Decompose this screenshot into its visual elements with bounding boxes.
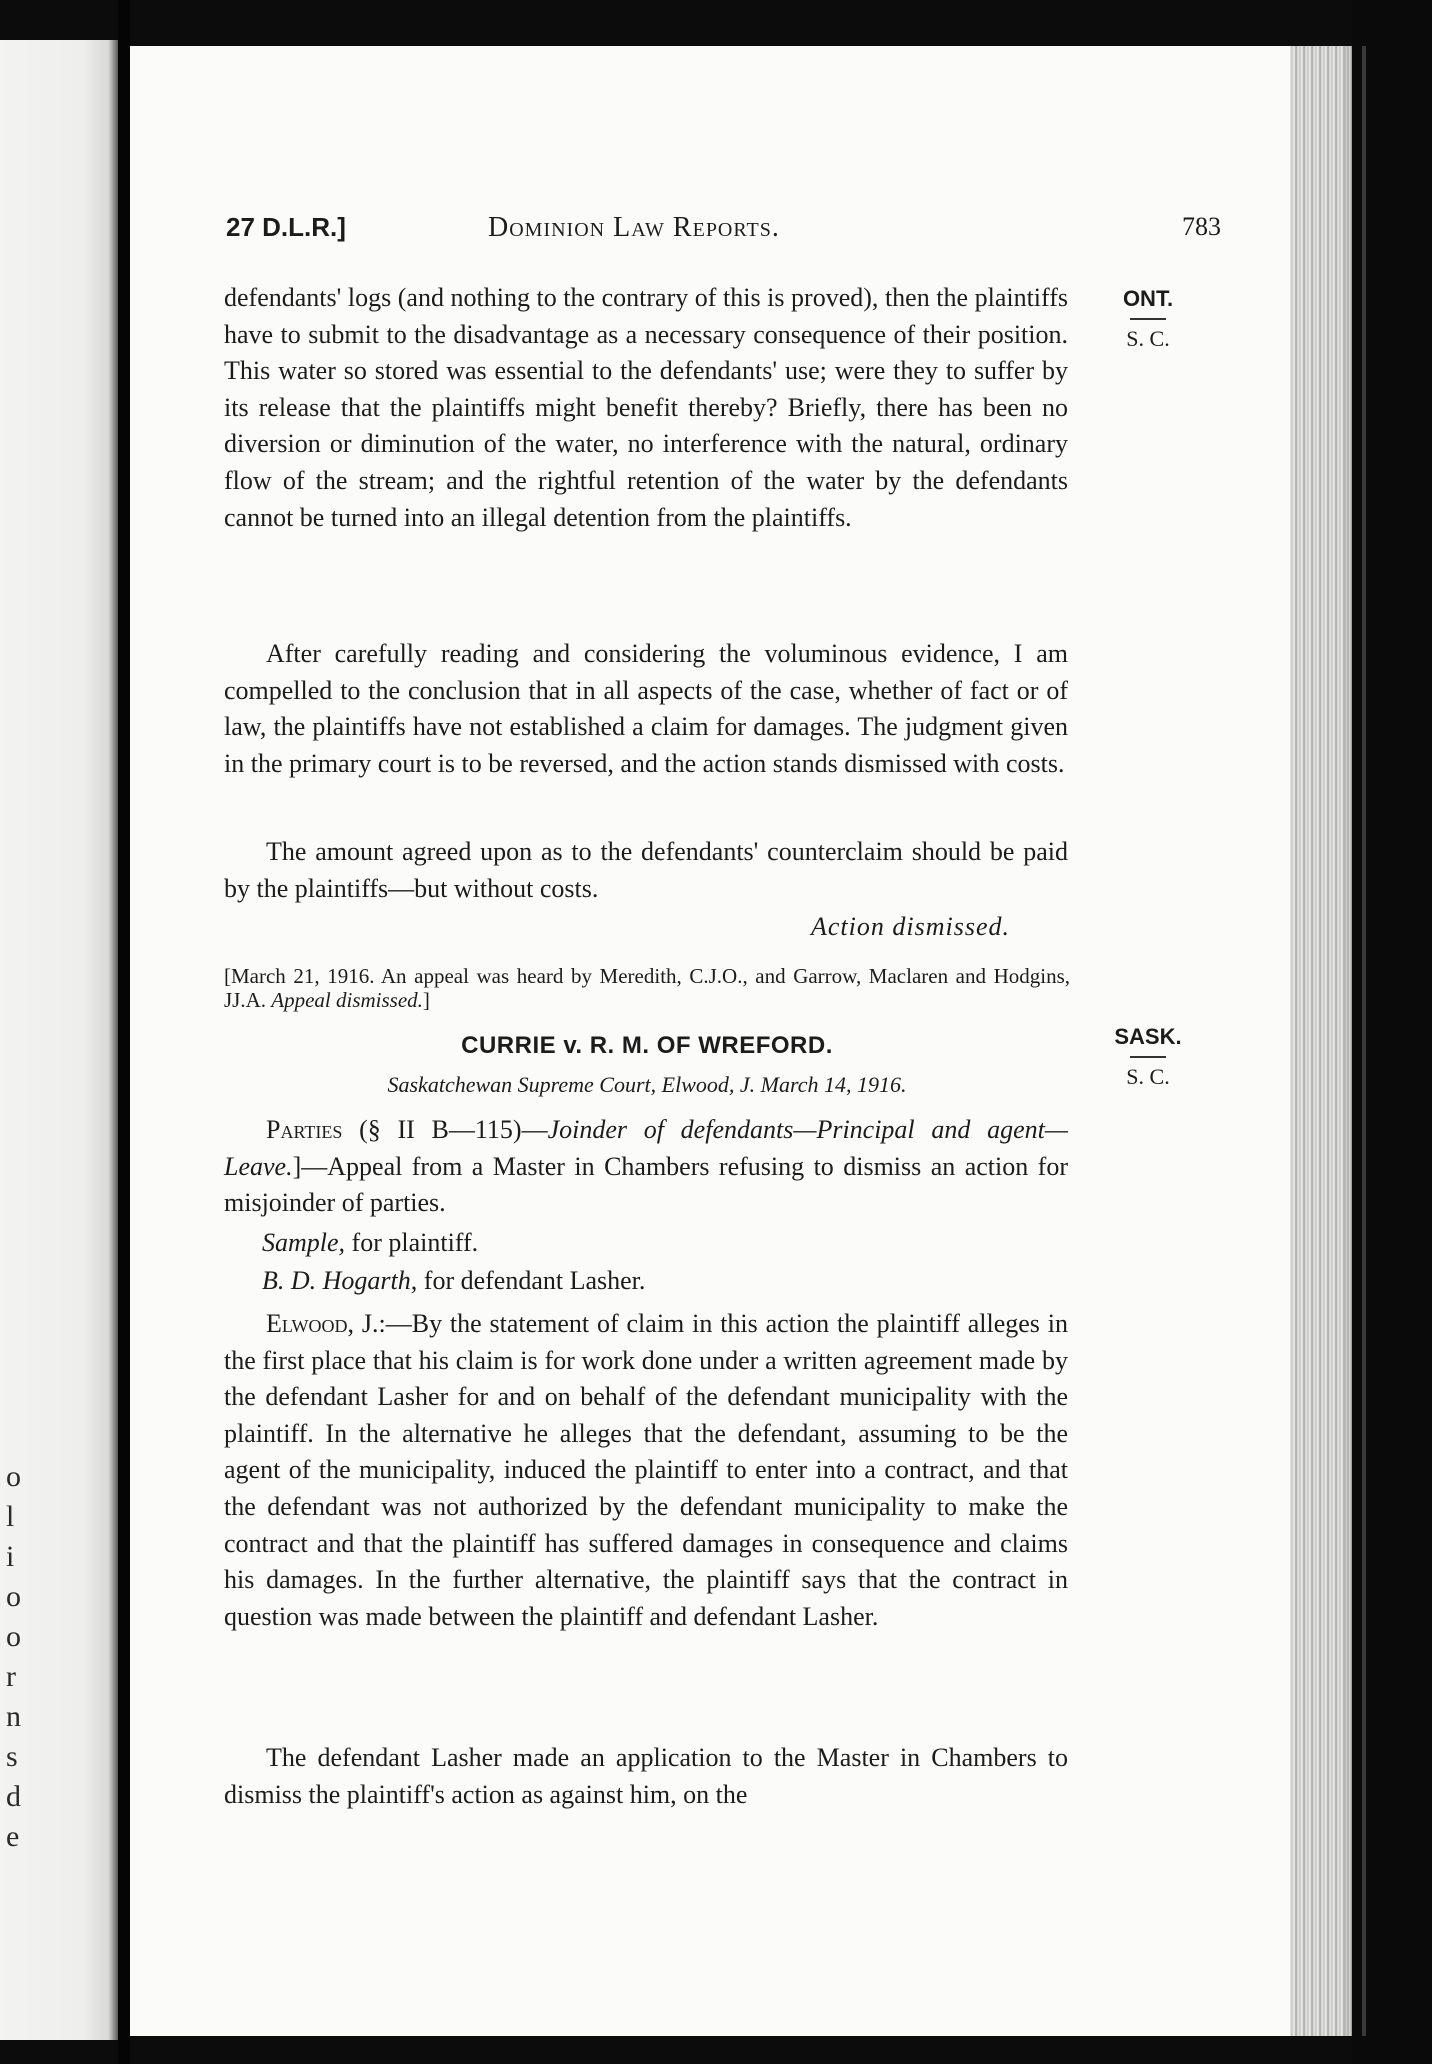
margin-rule: [1130, 318, 1166, 320]
margin-court: S. C.: [1126, 326, 1170, 351]
margin-province: ONT.: [1122, 286, 1174, 311]
counsel-name: Sample,: [262, 1228, 346, 1257]
page-rim: [1362, 46, 1366, 2036]
book-gutter: [118, 0, 130, 2064]
judgment-body: :—By the statement of claim in this action the plaintiff alleges in the first place that his claim is for work done under a written agreement made by the defendant Lasher for and on behalf of the defendant municipality with the plaintiff. In the alternative he alleges that the defendant, assuming to be the agent of the municipality, induced the plaintiff to enter into a contract, and that the defendant was not authorized by the defendant municipality to make the contract and that the plaintiff has suffered damages in consequence and claims his damages. In the further alternative, the plaintiff says that the contract in question was made between the plaintiff and defendant Lasher.: [224, 1309, 1068, 1631]
court-and-date: Saskatchewan Supreme Court, Elwood, J. March 14, 1916.: [387, 1072, 907, 1097]
appeal-note: [224, 964, 1070, 1012]
facing-page-fragment: d: [6, 1780, 21, 1813]
facing-page-fragment: i: [6, 1540, 15, 1573]
facing-page-fragment: o: [6, 1580, 21, 1613]
page-number: 783: [1182, 212, 1221, 241]
headnote-rest: ]—Appeal from a Master in Chambers refusing to dismiss an action for misjoinder of parties.: [224, 1151, 1068, 1218]
appeal-note-text: [March 21, 1916. An appeal was heard by Meredith, C.J.O., and Garrow, Maclaren and Hodgins, JJ.A.: [224, 964, 1070, 1012]
paragraph-text: defendants' logs (and nothing to the contrary of this is proved), then the plaintiffs have to submit to the disadvantage as a necessary consequence of their position. This water so stored was essential to the defendants' use; were they to suffer by its release that the plaintiffs might benefit thereby? Briefly, there has been no diversion or diminution of the water, no interference with the natural, ordinary flow of the stream; and the rightful retention of the water by the defendants cannot be turned into an illegal detention from the plaintiffs.: [224, 283, 1068, 532]
facing-page-fragment: o: [6, 1620, 21, 1653]
judge-name: Elwood, J.: [266, 1309, 379, 1338]
margin-province: SASK.: [1114, 1024, 1182, 1049]
counsel-plaintiff: [262, 1228, 478, 1258]
running-head-title: Dominion Law Reports.: [488, 212, 780, 243]
margin-court: S. C.: [1126, 1064, 1170, 1089]
paragraph-text: The defendant Lasher made an application to the Master in Chambers to dismiss the plaintiff's action as against him, on the: [224, 1743, 1068, 1809]
headnote: [224, 1112, 1068, 1222]
appeal-note-result: Appeal dismissed.: [271, 988, 423, 1012]
counsel-role: for defendant Lasher.: [417, 1266, 646, 1295]
facing-page-fragment: o: [6, 1460, 21, 1493]
paragraph-text: The amount agreed upon as to the defendants' counterclaim should be paid by the plaintiffs—but without costs.: [224, 837, 1068, 903]
counsel-defendant: [262, 1266, 645, 1296]
counsel-name: B. D. Hogarth,: [262, 1266, 418, 1295]
facing-page-edge: [0, 40, 118, 2040]
scan-border: [1352, 0, 1432, 2064]
judgment-text: [224, 1306, 1068, 1635]
appeal-note-bracket: ]: [422, 988, 430, 1012]
headnote-ref: (§ II B—115)—: [342, 1115, 548, 1144]
margin-rule: [1130, 1056, 1166, 1058]
paragraph-counterclaim: [224, 834, 1068, 907]
counsel-role: for plaintiff.: [345, 1228, 479, 1257]
facing-page-fragment: l: [6, 1500, 15, 1533]
headnote-text: [224, 1112, 1068, 1222]
judgment-paragraph: [224, 1306, 1068, 1635]
margin-note-ont: [1110, 286, 1186, 352]
headnote-topic: Parties: [266, 1115, 343, 1144]
margin-note-sask: [1110, 1024, 1186, 1090]
paragraph-text: After carefully reading and considering the voluminous evidence, I am compelled to the conclusion that in all aspects of the case, whether of fact or of law, the plaintiffs have not established a claim for damages. The judgment given in the primary court is to be reversed, and the action stands dismissed with costs.: [224, 639, 1068, 778]
facing-page-fragment: e: [6, 1820, 20, 1853]
paragraph-conclusion: [224, 636, 1068, 782]
disposition: Action dismissed.: [811, 912, 1010, 941]
running-head-volume: 27 D.L.R.]: [226, 212, 346, 242]
facing-page-fragment: r: [6, 1660, 16, 1693]
facing-page-fragment: s: [6, 1740, 18, 1773]
case-title: CURRIE v. R. M. OF WREFORD.: [461, 1032, 833, 1059]
page-stack-edge: [1290, 46, 1352, 2036]
facing-page-fragment: n: [6, 1700, 21, 1733]
headnote-keywords: Joinder of defendants—Principal and agent—Leave.: [224, 1115, 1068, 1181]
paragraph-continuation: [224, 280, 1068, 536]
paragraph-application: [224, 1740, 1068, 1813]
